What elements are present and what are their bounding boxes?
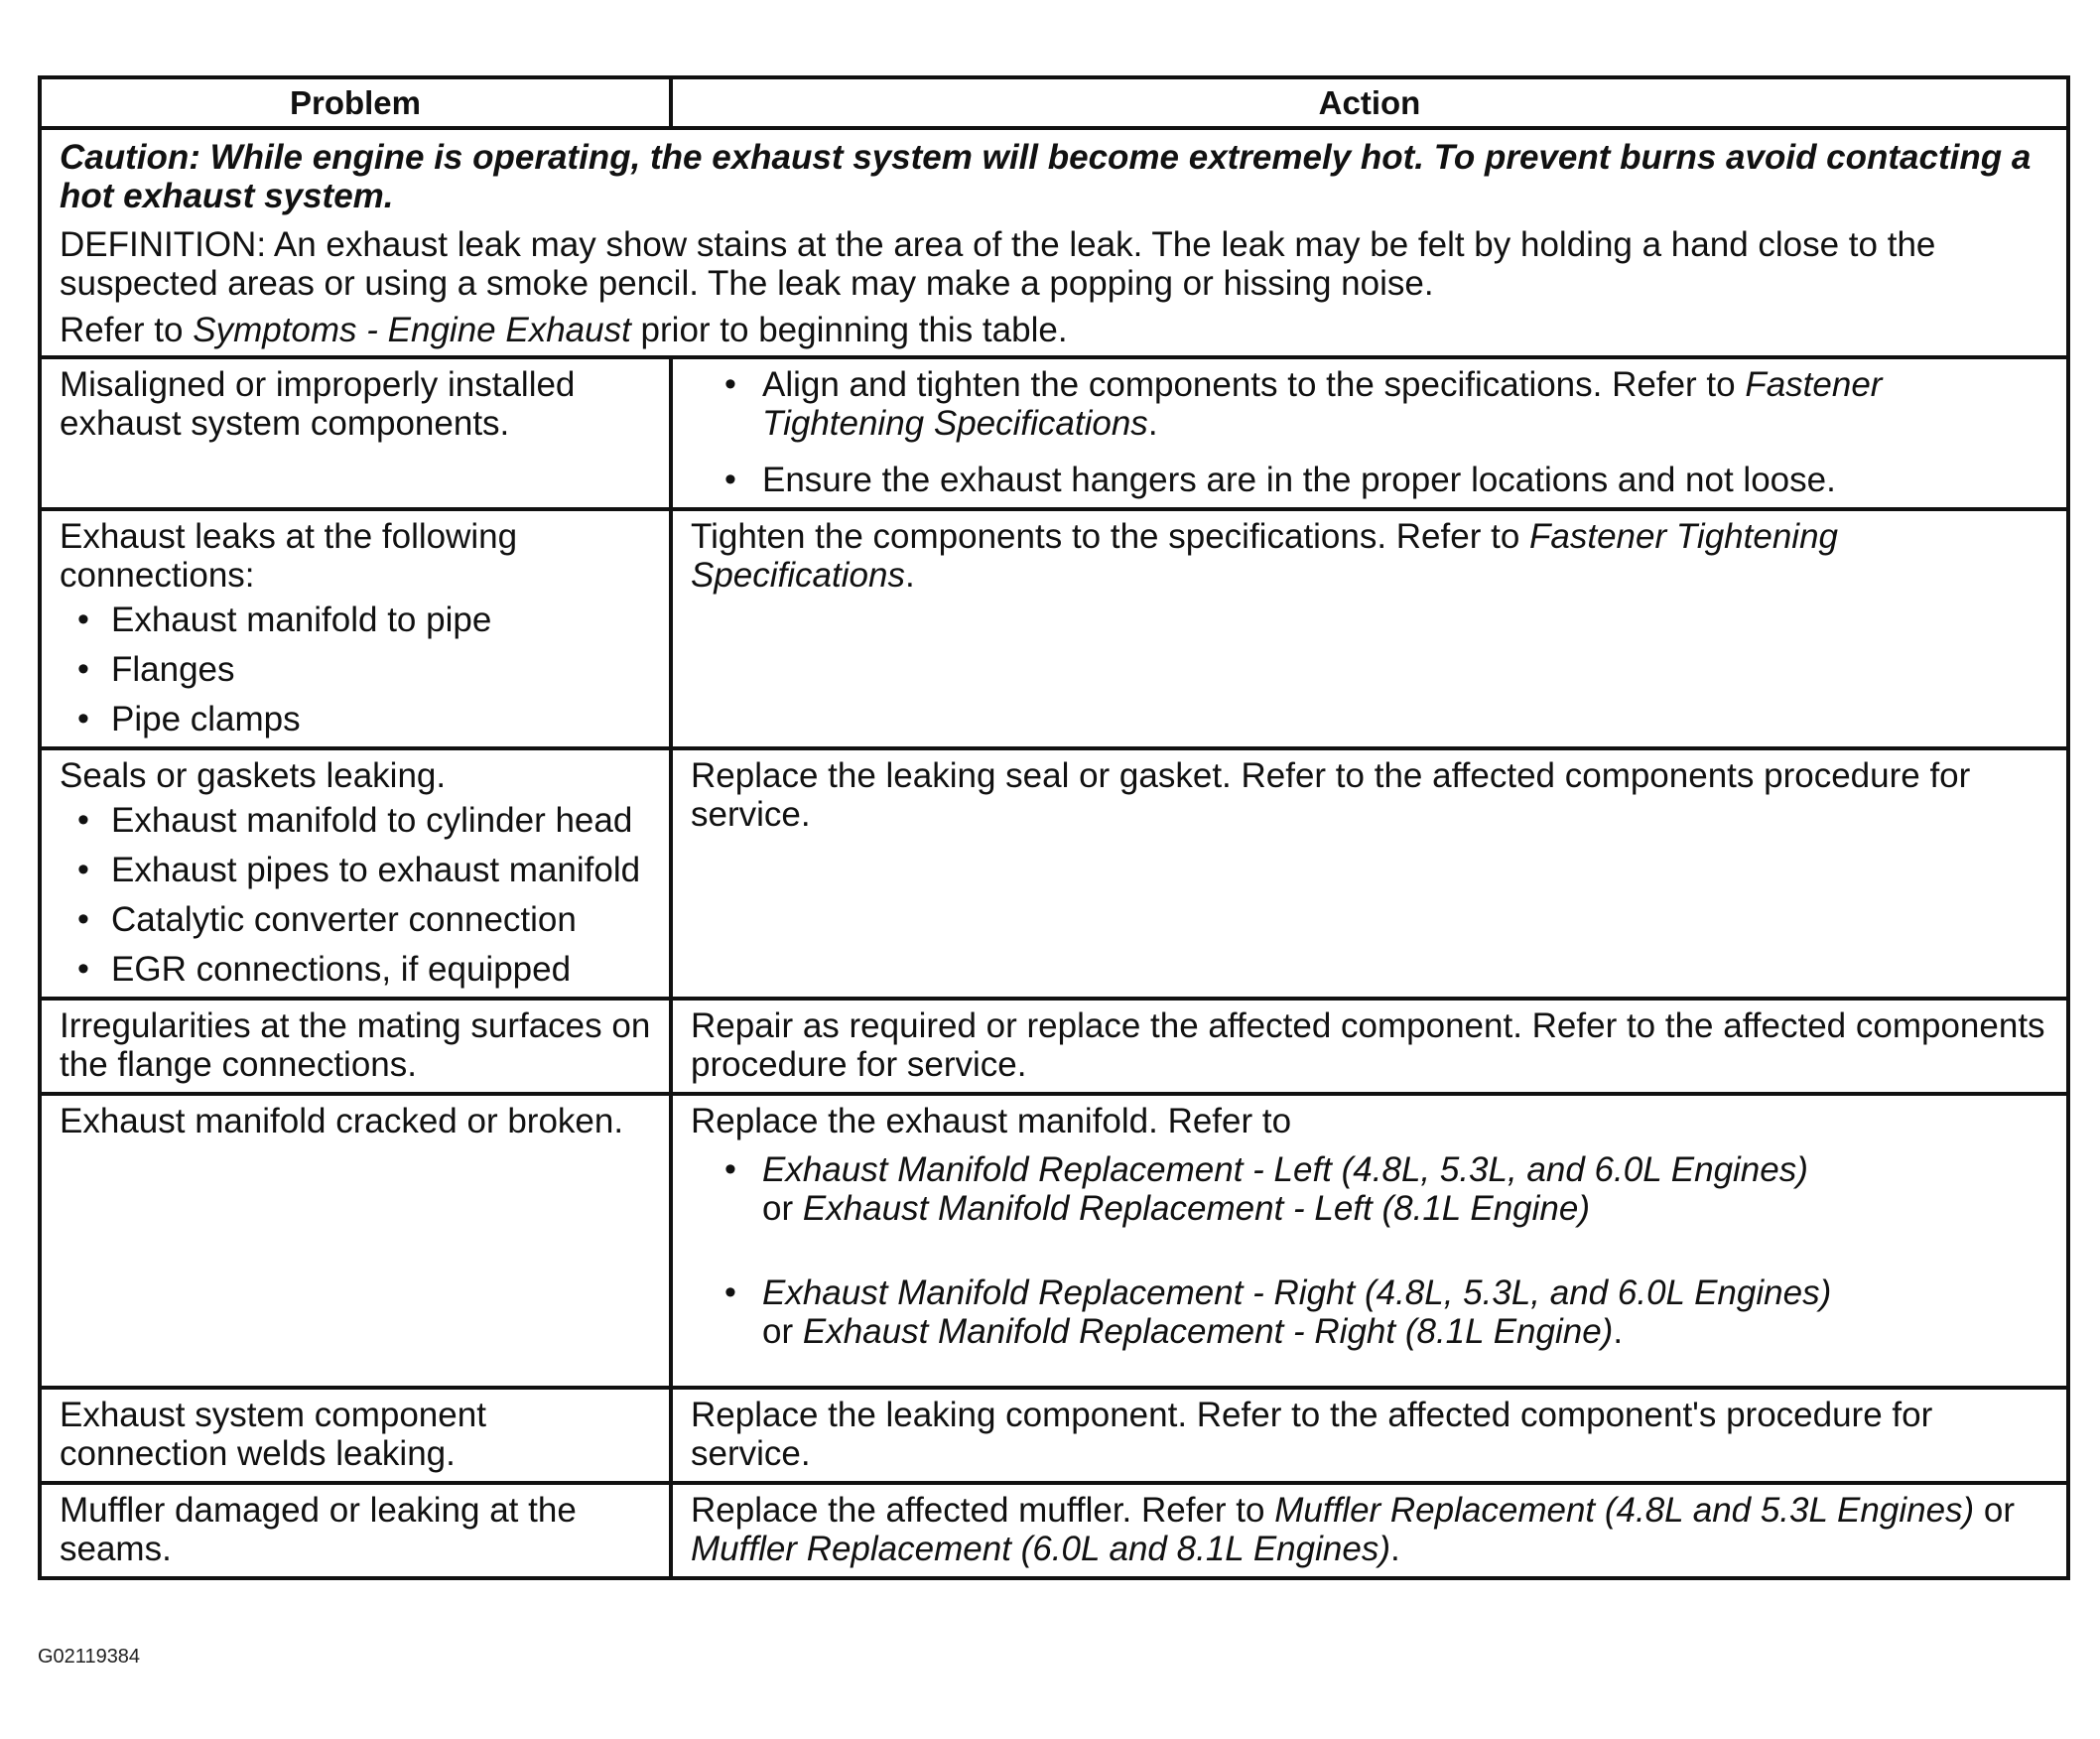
problem-item-text: Flanges bbox=[111, 650, 235, 689]
problem-cell bbox=[40, 357, 671, 509]
problem-cell bbox=[40, 748, 671, 999]
action-text: Replace the leaking component. Refer to the affected component's procedure for service. bbox=[691, 1396, 1933, 1473]
action-cell bbox=[671, 999, 2068, 1094]
table-row bbox=[40, 999, 2068, 1094]
bullet-icon: • bbox=[724, 365, 736, 403]
action-ref: Muffler Replacement (6.0L and 8.1L Engines) bbox=[691, 1530, 1390, 1568]
action-or: or bbox=[1974, 1491, 2016, 1530]
problem-text: Seals or gaskets leaking. bbox=[60, 756, 447, 795]
problem-list bbox=[60, 601, 651, 738]
action-or: or bbox=[762, 1189, 803, 1228]
list-item bbox=[691, 1273, 2048, 1351]
problem-item-text: Exhaust manifold to pipe bbox=[111, 601, 492, 639]
header-problem: Problem bbox=[40, 77, 671, 128]
caution-text: Caution: While engine is operating, the exhaust system will become extremely hot. To prevent burns avoid contacting a hot exhaust system. bbox=[60, 138, 2032, 215]
table-row bbox=[40, 748, 2068, 999]
list-item bbox=[691, 365, 2048, 443]
action-tail: . bbox=[904, 556, 915, 595]
bullet-icon: • bbox=[77, 650, 89, 688]
list-item bbox=[691, 1150, 2048, 1228]
list-item bbox=[60, 900, 651, 939]
list-item bbox=[60, 650, 651, 689]
bullet-icon: • bbox=[77, 700, 89, 737]
action-item-text: Align and tighten the components to the specifications. Refer to bbox=[762, 365, 1746, 404]
action-item-tail: . bbox=[1147, 404, 1158, 443]
bullet-icon: • bbox=[77, 851, 89, 888]
bullet-icon: • bbox=[77, 900, 89, 938]
action-ref: Exhaust Manifold Replacement - Left (4.8L, 5.3L, and 6.0L Engines) bbox=[762, 1150, 1808, 1189]
problem-item-text: EGR connections, if equipped bbox=[111, 950, 572, 989]
bullet-icon: • bbox=[77, 950, 89, 988]
action-cell bbox=[671, 509, 2068, 748]
list-item bbox=[60, 700, 651, 738]
notice-cell bbox=[40, 128, 2068, 357]
problem-text: Muffler damaged or leaking at the seams. bbox=[60, 1491, 577, 1568]
action-cell bbox=[671, 748, 2068, 999]
problem-item-text: Exhaust pipes to exhaust manifold bbox=[111, 851, 641, 889]
problem-text: Exhaust system component connection welds leaking. bbox=[60, 1396, 486, 1473]
bullet-icon: • bbox=[77, 801, 89, 839]
problem-text: Irregularities at the mating surfaces on the flange connections. bbox=[60, 1006, 651, 1084]
problem-cell bbox=[40, 1483, 671, 1578]
refer-suffix: prior to beginning this table. bbox=[630, 311, 1068, 349]
table-row bbox=[40, 1094, 2068, 1388]
action-ref: Muffler Replacement (4.8L and 5.3L Engines) bbox=[1274, 1491, 1975, 1530]
action-ref: Exhaust Manifold Replacement - Left (8.1L Engine) bbox=[802, 1189, 1590, 1228]
refer-prefix: Refer to bbox=[60, 311, 194, 349]
action-item-ref: Fastener Tightening Specifications bbox=[762, 365, 1883, 443]
action-text: Replace the leaking seal or gasket. Refer to the affected components procedure for service. bbox=[691, 756, 1971, 834]
table-row bbox=[40, 1388, 2068, 1483]
diagnostic-table bbox=[38, 75, 2070, 1580]
figure-id: G02119384 bbox=[38, 1646, 141, 1668]
action-tail: . bbox=[1389, 1530, 1400, 1568]
refer-link: Symptoms - Engine Exhaust bbox=[193, 311, 631, 349]
action-cell bbox=[671, 1388, 2068, 1483]
list-item bbox=[691, 461, 2048, 499]
problem-text: Exhaust leaks at the following connections: bbox=[60, 517, 518, 595]
list-item bbox=[60, 950, 651, 989]
action-ref: Exhaust Manifold Replacement - Right (8.1L Engine) bbox=[802, 1312, 1614, 1351]
refer-line bbox=[60, 311, 2048, 349]
list-item bbox=[60, 801, 651, 840]
problem-cell bbox=[40, 1094, 671, 1388]
header-row bbox=[40, 77, 2068, 128]
action-or: or bbox=[762, 1312, 803, 1351]
notice-row bbox=[40, 128, 2068, 357]
action-cell bbox=[671, 357, 2068, 509]
table-row bbox=[40, 357, 2068, 509]
bullet-icon: • bbox=[77, 601, 89, 638]
action-list bbox=[691, 365, 2048, 499]
bullet-icon: • bbox=[724, 461, 736, 498]
problem-list bbox=[60, 801, 651, 989]
bullet-icon: • bbox=[724, 1273, 736, 1311]
problem-item-text: Catalytic converter connection bbox=[111, 900, 577, 939]
definition-text: DEFINITION: An exhaust leak may show stains at the area of the leak. The leak may be felt by holding a hand close to the suspected areas or using a smoke pencil. The leak may make a popping or hissing noise. bbox=[60, 225, 1936, 303]
problem-cell bbox=[40, 999, 671, 1094]
action-text: Repair as required or replace the affected component. Refer to the affected components procedure for service. bbox=[691, 1006, 2045, 1084]
table-row bbox=[40, 509, 2068, 748]
problem-cell bbox=[40, 1388, 671, 1483]
action-tail: . bbox=[1613, 1312, 1624, 1351]
action-ref: Exhaust Manifold Replacement - Right (4.8L, 5.3L, and 6.0L Engines) bbox=[762, 1273, 1832, 1312]
action-text bbox=[691, 517, 2048, 595]
action-ref: Fastener Tightening Specifications bbox=[691, 517, 1838, 595]
action-plain: Tighten the components to the specifications. Refer to bbox=[691, 517, 1530, 556]
problem-item-text: Exhaust manifold to cylinder head bbox=[111, 801, 633, 840]
action-plain: Replace the affected muffler. Refer to bbox=[691, 1491, 1275, 1530]
problem-text: Misaligned or improperly installed exhaust system components. bbox=[60, 365, 576, 443]
action-cell bbox=[671, 1094, 2068, 1388]
action-cell bbox=[671, 1483, 2068, 1578]
problem-item-text: Pipe clamps bbox=[111, 700, 301, 738]
header-action: Action bbox=[671, 77, 2068, 128]
list-item bbox=[60, 851, 651, 889]
action-text: Replace the exhaust manifold. Refer to bbox=[691, 1102, 1292, 1140]
problem-cell bbox=[40, 509, 671, 748]
action-item-text: Ensure the exhaust hangers are in the proper locations and not loose. bbox=[762, 461, 1836, 499]
action-text bbox=[691, 1491, 2048, 1568]
list-item bbox=[60, 601, 651, 639]
problem-text: Exhaust manifold cracked or broken. bbox=[60, 1102, 624, 1140]
diagnostic-document bbox=[38, 75, 2066, 1580]
table-row bbox=[40, 1483, 2068, 1578]
bullet-icon: • bbox=[724, 1150, 736, 1188]
action-list bbox=[691, 1150, 2048, 1351]
